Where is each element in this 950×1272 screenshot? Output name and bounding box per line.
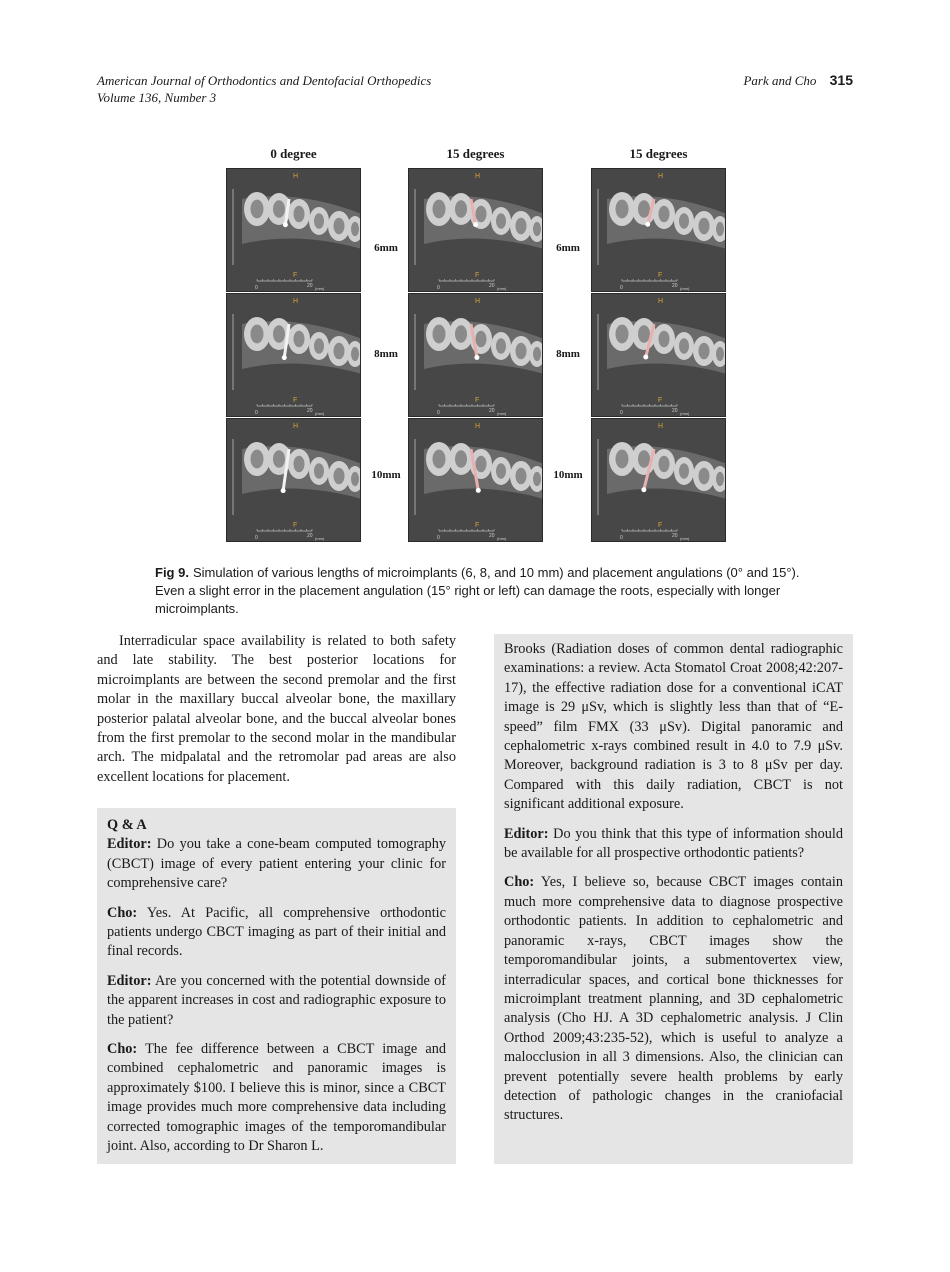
row-label-10mm-a: 10mm [371, 469, 401, 481]
scale-unit: (mm) [315, 286, 325, 291]
qa-text: Do you think that this type of information should be available for all prospective orthodontic patients? [504, 825, 843, 862]
cbct-image [227, 294, 361, 417]
scale-end: 20 [307, 408, 313, 414]
cbct-image [227, 169, 361, 292]
qa-text: Yes, I believe so, because CBCT images contain much more comprehensive data to diagnose prospective orthodontic patients. In addition to cephalometric and panoramic x-rays, CBCT images show the temporomandibular joints, a submentovertex view, interradicular spaces, and cortical bone thicknesses for microimplant treatment planning, and 3D cephalometric analysis (Cho HJ. A 3D cephalometric analysis. J Clin Orthod 2009;43:235-52), which is useful to analyze a malocclusion in all 3 dimensions. Also, the clinician can prevent potentially severe health problems by early detection of pathologic changes in the craniofacial structures. [504, 874, 843, 1124]
qa-heading: Q & A [107, 817, 147, 833]
cbct-image [409, 169, 543, 292]
scale-end: 20 [672, 283, 678, 289]
orientation-mark-top: H [658, 423, 664, 430]
qa-text: The fee difference between a CBCT image and combined cephalometric and panoramic images is approximately $100. I believe this is minor, since a CBCT image provides much more comprehensive data including corrected tomographic images of the temporomandibular joint. Also, according to Dr Sharon L. [107, 1041, 446, 1155]
orientation-mark-bottom: F [293, 522, 298, 529]
orientation-mark-top: H [293, 423, 299, 430]
qa-speaker: Cho: [107, 904, 138, 921]
orientation-mark-bottom: F [658, 272, 663, 279]
scale-start: 0 [620, 535, 623, 541]
qa-speaker: Cho: [107, 1041, 138, 1058]
scale-start: 0 [255, 410, 258, 416]
figure-caption [155, 564, 805, 618]
scale-unit: (mm) [497, 536, 507, 541]
qa-speaker: Editor: [107, 972, 152, 989]
cbct-panel [591, 418, 726, 542]
scale-start: 0 [620, 285, 623, 291]
scale-end: 20 [307, 533, 313, 539]
scale-unit: (mm) [680, 411, 690, 416]
scale-start: 0 [437, 410, 440, 416]
cbct-image [592, 169, 726, 292]
qa-entry [107, 835, 446, 893]
orientation-mark-bottom: F [658, 522, 663, 529]
row-label-10mm-b: 10mm [553, 469, 583, 481]
scale-start: 0 [437, 535, 440, 541]
scale-end: 20 [672, 533, 678, 539]
orientation-mark-top: H [293, 173, 299, 180]
journal-title: American Journal of Orthodontics and Dentofacial Orthopedics [97, 73, 432, 88]
row-label-6mm-b: 6mm [556, 242, 580, 254]
scale-end: 20 [489, 533, 495, 539]
row-label-8mm-a: 8mm [374, 348, 398, 360]
running-head [97, 72, 431, 106]
row-label-8mm-b: 8mm [556, 348, 580, 360]
orientation-mark-bottom: F [475, 272, 480, 279]
orientation-mark-top: H [475, 173, 481, 180]
figure-9 [226, 146, 726, 544]
cbct-image [409, 419, 543, 542]
cbct-image [227, 419, 361, 542]
orientation-mark-bottom: F [475, 522, 480, 529]
cbct-panel [226, 418, 361, 542]
qa-speaker: Cho: [504, 874, 535, 891]
caption-label: Fig 9. [155, 565, 189, 580]
cbct-panel [591, 293, 726, 417]
cbct-panel [408, 168, 543, 292]
scale-end: 20 [307, 283, 313, 289]
column-label-0-degree: 0 degree [270, 146, 317, 161]
row-label-6mm-a: 6mm [374, 242, 398, 254]
scale-end: 20 [672, 408, 678, 414]
cbct-panel [408, 418, 543, 542]
qa-text: Yes. At Pacific, all comprehensive orthodontic patients undergo CBCT imaging as part of their initial and final records. [107, 904, 446, 960]
orientation-mark-top: H [658, 173, 664, 180]
scale-unit: (mm) [680, 536, 690, 541]
orientation-mark-top: H [475, 423, 481, 430]
caption-text: Simulation of various lengths of microimplants (6, 8, and 10 mm) and placement angulations (0° and 15°). Even a slight error in the placement angulation (15° right or left) can damage the roots, especially with longer microimplants. [155, 565, 800, 616]
cbct-panel [226, 293, 361, 417]
qa-box-right [494, 634, 853, 1164]
cbct-panel [408, 293, 543, 417]
scale-end: 20 [489, 283, 495, 289]
cbct-panel [591, 168, 726, 292]
orientation-mark-top: H [475, 298, 481, 305]
scale-unit: (mm) [315, 536, 325, 541]
orientation-mark-top: H [658, 298, 664, 305]
qa-entry [504, 873, 843, 1125]
orientation-mark-top: H [293, 298, 299, 305]
cbct-image [592, 294, 726, 417]
scale-start: 0 [255, 535, 258, 541]
column-label-15-degrees-b: 15 degrees [629, 146, 688, 161]
orientation-mark-bottom: F [658, 397, 663, 404]
qa-speaker: Editor: [107, 836, 152, 853]
qa-speaker: Editor: [504, 825, 549, 842]
scale-start: 0 [437, 285, 440, 291]
qa-entry [107, 1040, 446, 1156]
cbct-image [409, 294, 543, 417]
scale-unit: (mm) [315, 411, 325, 416]
qa-continuation: Brooks (Radiation doses of common dental radiographic examinations: a review. Acta Stomatol Croat 2008;42:207-17), the effective radiation dose for a conventional iCAT image is 29 μSv, which is slightly less than that of “E-speed” film FMX (33 μSv). Digital panoramic and cephalometric x-rays combined result in 4.0 to 7.9 μSv. Moreover, background radiation is 3 to 8 μSv per day. Compared with this daily radiation, CBCT is not significant additional exposure. [504, 641, 843, 813]
cbct-panel [226, 168, 361, 292]
page-number: 315 [829, 72, 853, 88]
orientation-mark-bottom: F [293, 272, 298, 279]
running-head-right [743, 72, 853, 89]
author-names: Park and Cho [743, 73, 817, 88]
body-paragraph: Interradicular space availability is related to both safety and late stability. The best posterior locations for microimplants are between the second premolar and the first molar in the maxillary buccal alveolar bone, the maxillary posterior palatal alveolar bone, and the buccal alveolar bones from the first premolar to the second molar in the mandibular arch. The midpalatal and the retromolar pad areas are also excellent locations for placement. [97, 633, 456, 785]
scale-unit: (mm) [497, 286, 507, 291]
qa-box-left [97, 808, 456, 1164]
qa-text: Do you take a cone-beam computed tomography (CBCT) image of every patient entering your clinic for comprehensive care? [107, 836, 446, 892]
scale-start: 0 [255, 285, 258, 291]
scale-end: 20 [489, 408, 495, 414]
qa-text: Are you concerned with the potential downside of the apparent increases in cost and radiographic exposure to the patient? [107, 972, 446, 1028]
scale-start: 0 [620, 410, 623, 416]
scale-unit: (mm) [680, 286, 690, 291]
orientation-mark-bottom: F [475, 397, 480, 404]
qa-entry [107, 904, 446, 962]
qa-entry [504, 825, 843, 864]
qa-entry [107, 972, 446, 1030]
scale-unit: (mm) [497, 411, 507, 416]
journal-volume: Volume 136, Number 3 [97, 90, 217, 105]
cbct-image [592, 419, 726, 542]
orientation-mark-bottom: F [293, 397, 298, 404]
column-label-15-degrees-a: 15 degrees [446, 146, 505, 161]
